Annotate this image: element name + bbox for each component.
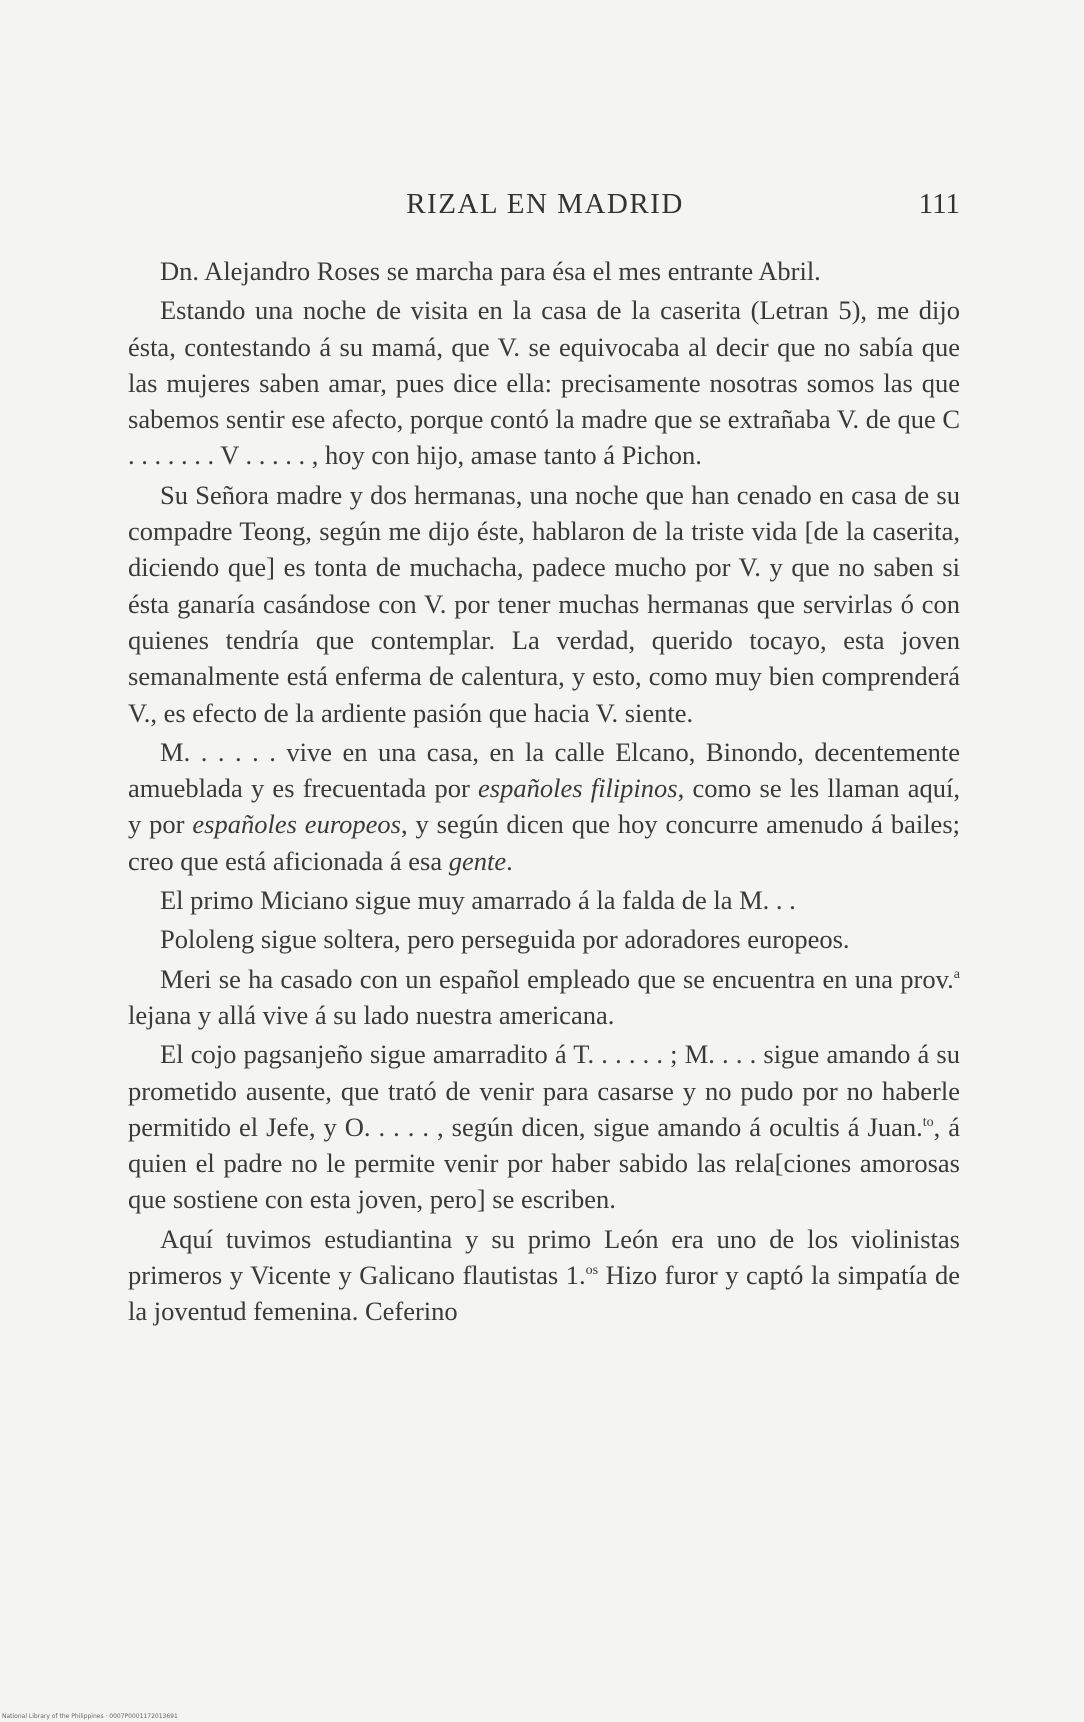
paragraph-roses: Dn. Alejandro Roses se marcha para ésa el mes entrante Abril. — [160, 256, 821, 286]
paragraph-miciano: El primo Miciano sigue muy amarrado á la falda de la M. . . — [160, 885, 796, 916]
paragraph-caserita: Estando una noche de visita en la casa de la caserita (Letran 5), me dijo ésta, contestando á su mamá, que V. se equivocaba al decir que no sabía que las mujeres saben amar, pues dice ella: precisamente nosotras somos las que sabemos sentir ese afecto, porque contó la madre que se extrañaba V. de que C . . . . . . . V . . . . . , hoy con hijo, amase tanto á Pichon. — [128, 295, 961, 471]
paragraph-meri: Meri se ha casado con un español empleado que se encuentra en una prov.$^a$ lejana y allá vive á su lado nuestra americana. — [128, 963, 960, 1030]
paragraph-elcano: M. . . . . . vive en una casa, en la calle Elcano, Binondo, decentemente amueblada y es frecuentada por españoles filipinos, como se les llaman aquí, y por españoles europeos, y según dicen que hoy concurre amenudo á bailes; creo que está aficionada á esa gente. — [128, 736, 960, 876]
paragraph-pololeng: Pololeng sigue soltera, pero perseguida por adoradores europeos. — [160, 924, 850, 955]
body-text — [128, 253, 960, 1330]
page-header — [130, 188, 960, 228]
paragraph-senora-madre: Su Señora madre y dos hermanas, una noche que han cenado en casa de su compadre Teong, según me dijo éste, hablaron de la triste vida [de la caserita, diciendo que] es tonta de muchacha, padece mucho por V. y que no saben si ésta ganaría casándose con V. por tener muchas hermanas que servirlas ó con quienes tendría que contemplar. La verdad, querido tocayo, esta joven semanalmente está enferma de calentura, y esto, como muy bien comprenderá V., es efecto de la ardiente pasión que hacia V. siente. — [128, 479, 960, 728]
paragraph-estudiantina: Aquí tuvimos estudiantina y su primo León era uno de los violinistas primeros y Vicente y Galicano flautistas 1.$^{os}$ Hizo furor y captó la simpatía de la joventud femenina. Ceferino — [128, 1223, 961, 1327]
paragraph-cojo-pagsanjeno: El cojo pagsanjeño sigue amarradito á T. . . . . . ; M. . . . sigue amando á su prometido ausente, que trató de venir para casarse y no pudo por no haberle permitido el Jefe, y O. . . . . , según dicen, sigue amando á ocultis á Juan.$^{to}$, á quien el padre no le permite venir por haber sabido las rela[ciones amorosas que sostiene con esta joven, pero] se escriben. — [128, 1039, 961, 1215]
footer-credit: National Library of the Philippines · 0007P0001172013691 — [2, 1713, 178, 1720]
page-number: 111 — [918, 188, 960, 220]
running-title: RIZAL EN MADRID — [406, 188, 684, 220]
